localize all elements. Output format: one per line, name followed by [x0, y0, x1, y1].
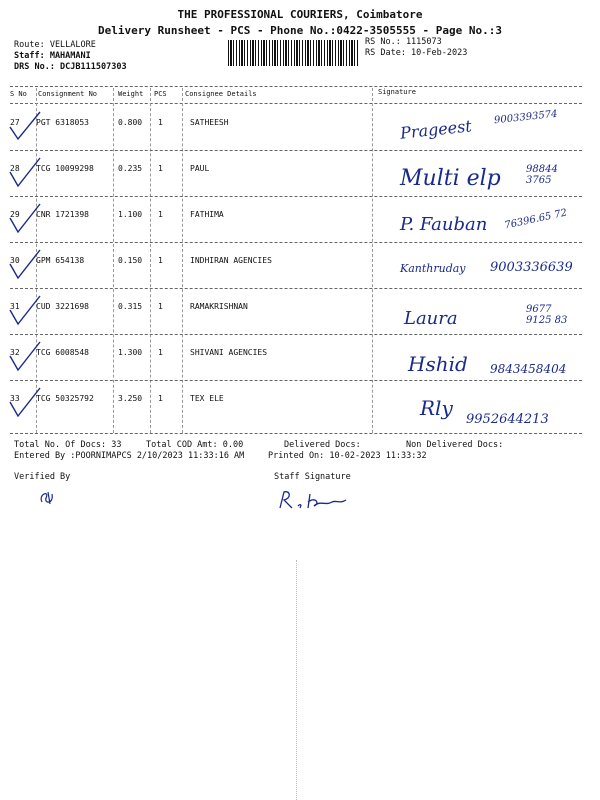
row-pcs: 1	[158, 302, 163, 311]
rs-number: RS No.: 1115073	[365, 37, 442, 47]
non-delivered-docs: Non Delivered Docs:	[406, 440, 504, 450]
row-consignment: CNR 1721398	[36, 210, 89, 219]
handwritten-signature: Rly	[420, 396, 453, 420]
row-consignee: PAUL	[190, 164, 210, 173]
col-signature: Signature	[378, 88, 416, 96]
col-consignment: Consignment No	[38, 90, 98, 98]
staff-signature	[276, 486, 366, 514]
row-consignment: GPM 654138	[36, 256, 85, 265]
row-consignee: SATHEESH	[190, 118, 229, 127]
row-pcs: 1	[158, 210, 163, 219]
row-weight: 3.250	[118, 394, 143, 403]
col-pcs: PCS	[154, 90, 167, 98]
row-sno: 27	[10, 118, 20, 127]
staff-signature-label: Staff Signature	[274, 472, 351, 482]
check-icon	[10, 342, 40, 370]
row-pcs: 1	[158, 256, 163, 265]
col-weight: Weight	[118, 90, 144, 98]
row-sno: 33	[10, 394, 20, 403]
route: Route: VELLALORE	[14, 40, 96, 50]
row-sno: 29	[10, 210, 20, 219]
delivered-docs: Delivered Docs:	[284, 440, 361, 450]
handwritten-phone: 9003336639	[490, 260, 573, 275]
row-consignee: SHIVANI AGENCIES	[190, 348, 268, 357]
row-sno: 30	[10, 256, 20, 265]
printed-on: Printed On: 10-02-2023 11:33:32	[268, 451, 427, 461]
handwritten-phone: 9003393574	[493, 108, 559, 127]
row-weight: 1.300	[118, 348, 143, 357]
handwritten-signature: Kanthruday	[400, 262, 466, 275]
handwritten-phone: 98844 3765	[526, 164, 558, 186]
row-weight: 1.100	[118, 210, 143, 219]
handwritten-signature: Multi elp	[400, 166, 501, 191]
handwritten-signature: P. Fauban	[400, 214, 488, 235]
row-sno: 32	[10, 348, 20, 357]
verified-by-label: Verified By	[14, 472, 71, 482]
col-consignee: Consignee Details	[185, 90, 257, 98]
row-consignment: CUD 3221698	[36, 302, 89, 311]
drs-number: DRS No.: DCJB111507303	[14, 62, 127, 72]
check-icon	[10, 112, 40, 139]
entered-by: Entered By :POORNIMAPCS 2/10/2023 11:33:16 AM	[14, 451, 245, 461]
check-icon	[10, 250, 40, 278]
check-icon	[10, 204, 40, 232]
handwritten-signature: Laura	[404, 308, 458, 329]
row-pcs: 1	[158, 348, 163, 357]
row-sno: 28	[10, 164, 20, 173]
rs-date: RS Date: 10-Feb-2023	[365, 48, 468, 58]
handwritten-signature: Hshid	[408, 352, 468, 376]
row-weight: 0.315	[118, 302, 143, 311]
row-consignee: INDHIRAN AGENCIES	[190, 256, 272, 265]
row-consignee: FATHIMA	[190, 210, 224, 219]
check-icon	[10, 388, 40, 416]
row-sno: 31	[10, 302, 20, 311]
row-pcs: 1	[158, 394, 163, 403]
row-pcs: 1	[158, 164, 163, 173]
col-sno: S No	[10, 90, 27, 98]
fold-mark	[296, 560, 297, 800]
runsheet-subtitle: Delivery Runsheet - PCS - Phone No.:0422-3505555 - Page No.:3	[98, 24, 502, 37]
row-consignment: PGT 6318053	[36, 118, 89, 127]
check-icon	[10, 296, 40, 324]
row-weight: 0.150	[118, 256, 143, 265]
handwritten-signature: Prageest	[399, 116, 473, 143]
staff: Staff: MAHAMANI	[14, 51, 91, 61]
row-consignment: TCG 10099298	[36, 164, 94, 173]
row-consignment: TCG 50325792	[36, 394, 94, 403]
handwritten-phone: 76396.65 72	[503, 207, 569, 232]
company-title: THE PROFESSIONAL COURIERS, Coimbatore	[177, 8, 423, 21]
handwritten-phone: 9677 9125 83	[526, 304, 568, 326]
handwritten-phone: 9952644213	[466, 412, 549, 427]
row-weight: 0.235	[118, 164, 143, 173]
total-docs: Total No. Of Docs: 33	[14, 440, 122, 450]
verifier-signature	[36, 488, 62, 508]
row-consignment: TCG 6008548	[36, 348, 89, 357]
row-weight: 0.800	[118, 118, 143, 127]
handwritten-phone: 9843458404	[490, 362, 567, 376]
row-pcs: 1	[158, 118, 163, 127]
row-consignee: TEX ELE	[190, 394, 224, 403]
total-cod: Total COD Amt: 0.00	[146, 440, 244, 450]
check-icon	[10, 158, 40, 186]
row-consignee: RAMAKRISHNAN	[190, 302, 248, 311]
